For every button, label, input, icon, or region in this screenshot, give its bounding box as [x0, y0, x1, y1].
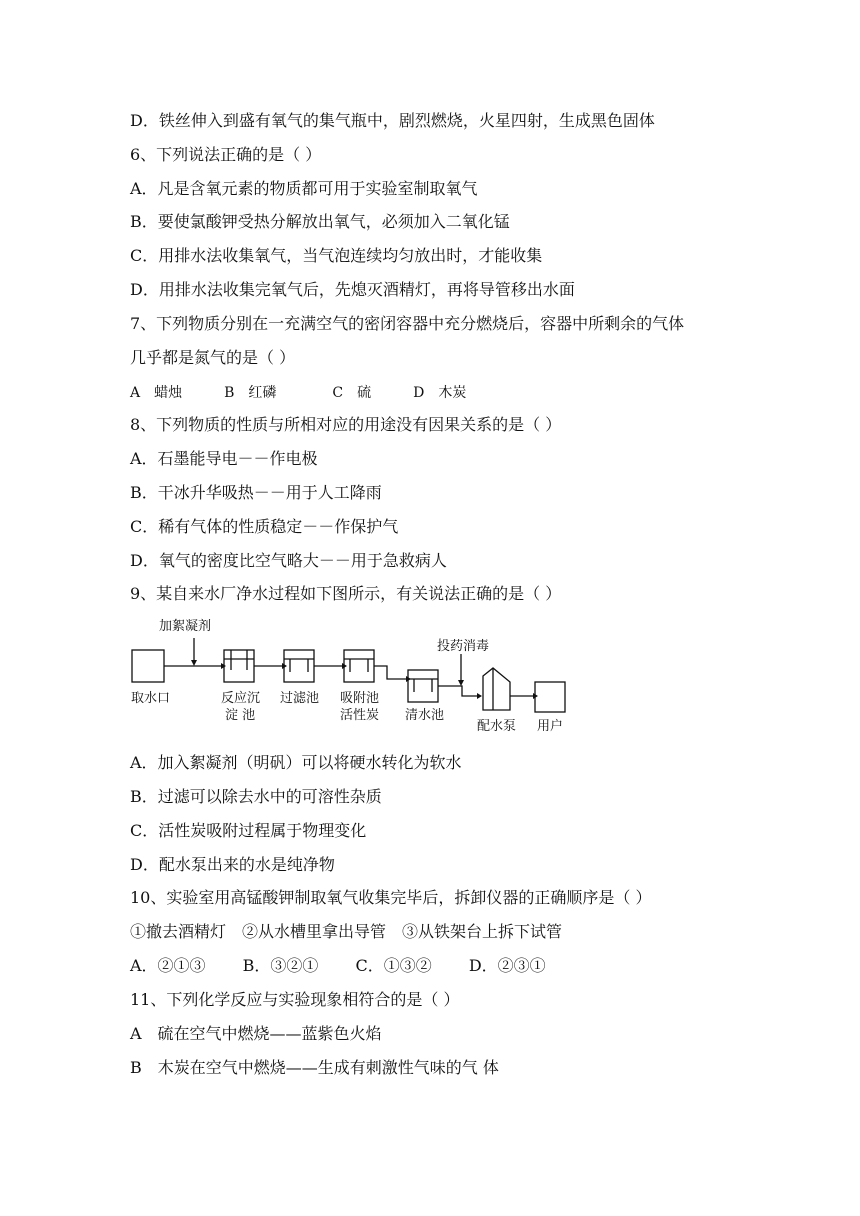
q9-option-a: A．加入絮凝剂（明矾）可以将硬水转化为软水: [130, 753, 462, 772]
pump-shape: [483, 668, 510, 710]
q8-option-d: D．氧气的密度比空气略大－－用于急救病人: [130, 551, 447, 570]
label-reaction-tank-1: 反应沉: [221, 691, 261, 706]
clear-water-tank: [408, 670, 438, 702]
label-clear-water-tank: 清水池: [405, 708, 445, 723]
label-pump: 配水泵: [477, 719, 517, 734]
q9-option-b: B．过滤可以除去水中的可溶性杂质: [130, 787, 382, 806]
filter-tank: [284, 650, 314, 682]
q6-stem: 6、下列说法正确的是（ ）: [130, 145, 322, 164]
q7-options: A 蜡烛 B 红磷 C 硫 D 木炭: [130, 385, 467, 401]
label-filter-tank: 过滤池: [280, 691, 320, 706]
q7-stem-line1: 7、下列物质分别在一充满空气的密闭容器中充分燃烧后，容器中所剩余的气体: [130, 314, 685, 333]
q9-option-d: D．配水泵出来的水是纯净物: [130, 855, 335, 874]
label-adsorption-tank-1: 吸附池: [340, 691, 380, 706]
q8-option-b: B．干冰升华吸热－－用于人工降雨: [130, 483, 382, 502]
intake-box: [132, 650, 164, 682]
q11-stem: 11、下列化学反应与实验现象相符合的是（ ）: [130, 990, 460, 1009]
q8-stem: 8、下列物质的性质与所相对应的用途没有因果关系的是（ ）: [130, 415, 562, 434]
label-adsorption-tank-2: 活性炭: [340, 708, 380, 723]
label-user: 用户: [537, 719, 564, 734]
label-intake: 取水口: [131, 691, 171, 706]
q9-stem: 9、某自来水厂净水过程如下图所示，有关说法正确的是（ ）: [130, 584, 562, 603]
q7-stem-line2: 几乎都是氮气的是（ ）: [130, 348, 296, 367]
label-add-coagulant: 加絮凝剂: [159, 619, 212, 634]
q6-option-b: B．要使氯酸钾受热分解放出氧气，必须加入二氧化锰: [130, 212, 510, 231]
q10-options: A．②①③ B．③②① C．①③② D．②③①: [130, 956, 546, 975]
q10-steps: ①撤去酒精灯 ②从水槽里拿出导管 ③从铁架台上拆下试管: [130, 922, 563, 941]
q6-option-c: C．用排水法收集氧气，当气泡连续均匀放出时，才能收集: [130, 246, 543, 265]
label-disinfect: 投药消毒: [437, 639, 490, 654]
q8-option-c: C．稀有气体的性质稳定－－作保护气: [130, 517, 399, 536]
adsorption-tank: [344, 650, 374, 682]
user-box: [535, 682, 565, 712]
q10-stem: 10、实验室用高锰酸钾制取氧气收集完毕后，拆卸仪器的正确顺序是（ ）: [130, 888, 652, 907]
water-treatment-diagram: [125, 610, 575, 740]
reaction-tank: [224, 650, 254, 682]
q11-option-a: A 硫在空气中燃烧——蓝紫色火焰: [130, 1024, 382, 1043]
q11-option-b: B 木炭在空气中燃烧——生成有刺激性气味的气 体: [130, 1058, 499, 1077]
q5-option-d: D．铁丝伸入到盛有氧气的集气瓶中，剧烈燃烧，火星四射，生成黑色固体: [130, 111, 655, 130]
q6-option-d: D．用排水法收集完氧气后，先熄灭酒精灯，再将导管移出水面: [130, 280, 575, 299]
label-reaction-tank-2: 淀 池: [225, 708, 256, 723]
q8-option-a: A．石墨能导电－－作电极: [130, 449, 318, 468]
q6-option-a: A．凡是含氧元素的物质都可用于实验室制取氧气: [130, 179, 478, 198]
q9-option-c: C．活性炭吸附过程属于物理变化: [130, 821, 367, 840]
